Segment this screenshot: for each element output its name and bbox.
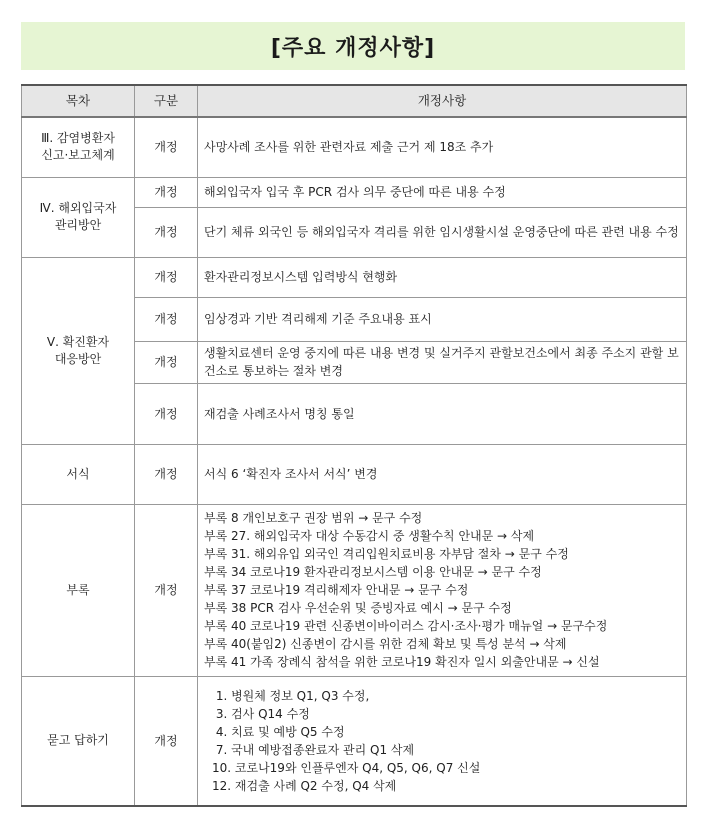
table-row bbox=[22, 504, 687, 676]
toc-cell: 서식 bbox=[22, 444, 135, 504]
table-row bbox=[22, 117, 687, 177]
table-row bbox=[22, 257, 687, 297]
page-title: [주요 개정사항] bbox=[270, 35, 436, 61]
list-item: 부록 37 코로나19 격리해제자 안내문 → 문구 수정 bbox=[204, 583, 469, 597]
change-cell: 생활치료센터 운영 중지에 따른 내용 변경 및 실거주지 관할보건소에서 최종 주소지 관할 보건소로 통보하는 절차 변경 bbox=[198, 341, 687, 383]
category-cell: 개정 bbox=[135, 207, 198, 257]
list-item: 3. 검사 Q14 수정 bbox=[212, 706, 310, 721]
list-item: 부록 41 가족 장례식 참석을 위한 코로나19 확진자 일시 외출안내문 → 신설 bbox=[204, 655, 600, 669]
table-row bbox=[22, 676, 687, 806]
change-cell: 사망사례 조사를 위한 관련자료 제출 근거 제 18조 추가 bbox=[198, 117, 687, 177]
category-cell: 개정 bbox=[135, 676, 198, 806]
qa-list bbox=[198, 676, 687, 806]
toc-cell: 부록 bbox=[22, 504, 135, 676]
header-category: 구분 bbox=[135, 85, 198, 117]
toc-cell: Ⅴ. 확진환자 대응방안 bbox=[22, 257, 135, 444]
list-item: 부록 40 코로나19 관련 신종변이바이러스 감시·조사·평가 매뉴얼 → 문구수정 bbox=[204, 619, 608, 633]
change-cell: 재검출 사례조사서 명칭 통일 bbox=[198, 383, 687, 444]
change-cell: 임상경과 기반 격리해제 기준 주요내용 표시 bbox=[198, 297, 687, 341]
header-toc: 목차 bbox=[22, 85, 135, 117]
table-row bbox=[22, 177, 687, 207]
list-item: 7. 국내 예방접종완료자 관리 Q1 삭제 bbox=[212, 742, 415, 757]
list-item: 부록 27. 해외입국자 대상 수동감시 중 생활수칙 안내문 → 삭제 bbox=[204, 529, 535, 543]
change-cell: 서식 6 ‘확진자 조사서 서식’ 변경 bbox=[198, 444, 687, 504]
toc-cell: Ⅳ. 해외입국자 관리방안 bbox=[22, 177, 135, 257]
list-item: 1. 병원체 정보 Q1, Q3 수정, bbox=[212, 688, 370, 703]
toc-cell: 묻고 답하기 bbox=[22, 676, 135, 806]
list-item: 12. 재검출 사례 Q2 수정, Q4 삭제 bbox=[212, 778, 397, 793]
list-item: 부록 31. 해외유입 외국인 격리입원치료비용 자부담 절차 → 문구 수정 bbox=[204, 547, 569, 561]
category-cell: 개정 bbox=[135, 177, 198, 207]
change-cell: 해외입국자 입국 후 PCR 검사 의무 중단에 따른 내용 수정 bbox=[198, 177, 687, 207]
category-cell: 개정 bbox=[135, 341, 198, 383]
category-cell: 개정 bbox=[135, 444, 198, 504]
list-item: 4. 치료 및 예방 Q5 수정 bbox=[212, 724, 345, 739]
change-cell: 단기 체류 외국인 등 해외입국자 격리를 위한 임시생활시설 운영중단에 따른 관련 내용 수정 bbox=[198, 207, 687, 257]
revision-table bbox=[21, 84, 687, 807]
category-cell: 개정 bbox=[135, 257, 198, 297]
table-row bbox=[22, 444, 687, 504]
list-item: 10. 코로나19와 인플루엔자 Q4, Q5, Q6, Q7 신설 bbox=[212, 760, 481, 775]
category-cell: 개정 bbox=[135, 297, 198, 341]
list-item: 부록 40(붙임2) 신종변이 감시를 위한 검체 확보 및 특성 분석 → 삭제 bbox=[204, 637, 567, 651]
category-cell: 개정 bbox=[135, 383, 198, 444]
header-changes: 개정사항 bbox=[198, 85, 687, 117]
list-item: 부록 8 개인보호구 권장 범위 → 문구 수정 bbox=[204, 511, 423, 525]
table-header-row bbox=[22, 85, 687, 117]
toc-cell: Ⅲ. 감염병환자 신고·보고체계 bbox=[22, 117, 135, 177]
appendix-list bbox=[198, 504, 687, 676]
title-banner bbox=[21, 22, 685, 70]
category-cell: 개정 bbox=[135, 117, 198, 177]
list-item: 부록 38 PCR 검사 우선순위 및 증빙자료 예시 → 문구 수정 bbox=[204, 601, 512, 615]
list-item: 부록 34 코로나19 환자관리정보시스템 이용 안내문 → 문구 수정 bbox=[204, 565, 542, 579]
category-cell: 개정 bbox=[135, 504, 198, 676]
change-cell: 환자관리정보시스템 입력방식 현행화 bbox=[198, 257, 687, 297]
